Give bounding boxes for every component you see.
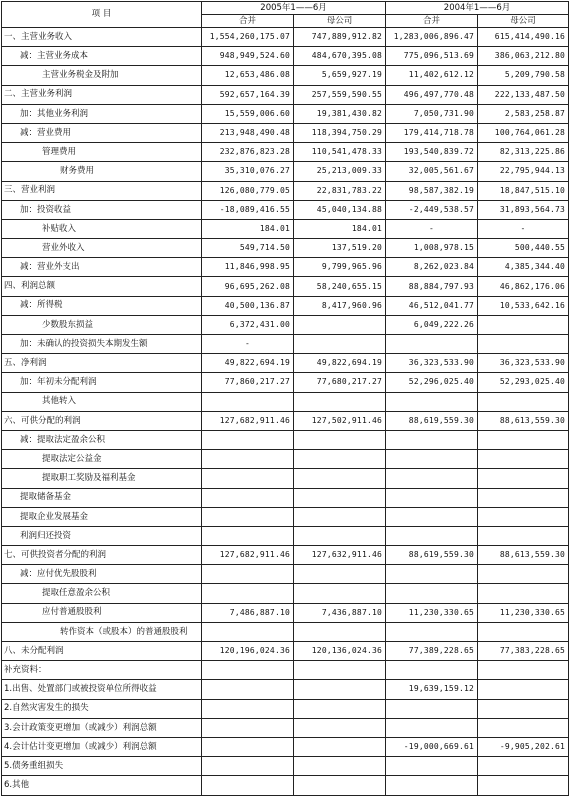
row-label: 2.自然灾害发生的损失 <box>2 699 202 718</box>
row-label: 财务费用 <box>2 162 202 181</box>
table-row <box>2 776 569 795</box>
consolidated-2004-cell <box>386 392 478 411</box>
row-label: 减：应付优先股股利 <box>2 565 202 584</box>
parent-2004-cell <box>478 469 569 488</box>
parent-2005-cell <box>294 315 386 334</box>
parent-2005-cell: 5,659,927.19 <box>294 66 386 85</box>
income-statement-table <box>1 1 569 796</box>
consolidated-2004-cell <box>386 584 478 603</box>
table-row <box>2 546 569 565</box>
consolidated-2005-cell: 96,695,262.08 <box>202 277 294 296</box>
consolidated-2004-cell <box>386 757 478 776</box>
table-row <box>2 737 569 756</box>
table-row <box>2 430 569 449</box>
consolidated-2004-cell: 88,619,559.30 <box>386 546 478 565</box>
row-label: 营业外收入 <box>2 239 202 258</box>
parent-2005-cell: 484,670,395.08 <box>294 47 386 66</box>
parent-2004-cell <box>478 776 569 795</box>
parent-2005-cell <box>294 526 386 545</box>
parent-2004-cell <box>478 392 569 411</box>
row-label: 六、可供分配的利润 <box>2 411 202 430</box>
row-label: 加：其他业务利润 <box>2 104 202 123</box>
parent-2005-cell <box>294 584 386 603</box>
consolidated-2004-cell: 88,884,797.93 <box>386 277 478 296</box>
row-label: 提取任意盈余公积 <box>2 584 202 603</box>
consolidated-2005-cell <box>202 488 294 507</box>
row-label: 加：年初未分配利润 <box>2 373 202 392</box>
parent-2004-cell: 2,583,258.87 <box>478 104 569 123</box>
row-label: 提取法定公益金 <box>2 450 202 469</box>
parent-2004-cell <box>478 699 569 718</box>
parent-2004-cell <box>478 430 569 449</box>
consolidated-2004-cell: 11,230,330.65 <box>386 603 478 622</box>
parent-2004-cell: 5,209,790.58 <box>478 66 569 85</box>
consolidated-2005-cell <box>202 526 294 545</box>
parent-2005-cell <box>294 565 386 584</box>
consolidated-2004-cell <box>386 430 478 449</box>
table-row <box>2 239 569 258</box>
consolidated-2005-cell: 127,682,911.46 <box>202 411 294 430</box>
consolidated-2004-cell: 193,540,839.72 <box>386 143 478 162</box>
parent-2004-cell <box>478 718 569 737</box>
consolidated-2005-cell <box>202 661 294 680</box>
table-row <box>2 642 569 661</box>
parent-2004-cell <box>478 584 569 603</box>
consolidated-2004-cell <box>386 661 478 680</box>
parent-2005-cell: 184.01 <box>294 219 386 238</box>
consolidated-2005-cell: 12,653,486.08 <box>202 66 294 85</box>
consolidated-2004-cell <box>386 718 478 737</box>
consolidated-2005-cell: 1,554,260,175.07 <box>202 28 294 47</box>
consolidated-2005-cell <box>202 392 294 411</box>
parent-2005-cell <box>294 430 386 449</box>
consolidated-2004-cell <box>386 565 478 584</box>
parent-2004-cell: 77,383,228.65 <box>478 642 569 661</box>
row-label: 减：提取法定盈余公积 <box>2 430 202 449</box>
consolidated-2004-cell: 1,283,006,896.47 <box>386 28 478 47</box>
consolidated-2004-cell: 179,414,718.78 <box>386 123 478 142</box>
parent-2004-cell: 22,795,944.13 <box>478 162 569 181</box>
period-2005-header: 2005年1——6月 <box>202 2 386 15</box>
consolidated-2005-cell: 35,310,076.27 <box>202 162 294 181</box>
consolidated-2005-cell <box>202 622 294 641</box>
parent-2004-cell: - <box>478 219 569 238</box>
consolidated-2005-cell <box>202 757 294 776</box>
table-row <box>2 123 569 142</box>
consolidated-2004-cell <box>386 526 478 545</box>
consolidated-2004-cell <box>386 488 478 507</box>
row-label: 少数股东损益 <box>2 315 202 334</box>
parent-2004-cell: 386,063,212.80 <box>478 47 569 66</box>
consolidated-2005-cell: 120,196,024.36 <box>202 642 294 661</box>
parent-2005-cell <box>294 757 386 776</box>
parent-2005-cell: 77,680,217.27 <box>294 373 386 392</box>
table-row <box>2 85 569 104</box>
table-row <box>2 200 569 219</box>
consolidated-2005-cell: -18,089,416.55 <box>202 200 294 219</box>
parent-2004-cell: 18,847,515.10 <box>478 181 569 200</box>
table-row <box>2 258 569 277</box>
table-row <box>2 411 569 430</box>
table-row <box>2 104 569 123</box>
parent-2004-cell: 52,293,025.40 <box>478 373 569 392</box>
parent-2004-cell: 88,613,559.30 <box>478 411 569 430</box>
consolidated-2004-cell: -2,449,538.57 <box>386 200 478 219</box>
parent-2005-cell: 22,831,783.22 <box>294 181 386 200</box>
consolidated-2005-cell: 15,559,006.60 <box>202 104 294 123</box>
parent-2004-cell <box>478 335 569 354</box>
row-label: 应付普通股股利 <box>2 603 202 622</box>
consolidated-2004-cell <box>386 507 478 526</box>
parent-2005-cell <box>294 661 386 680</box>
consolidated-2005-cell <box>202 680 294 699</box>
parent-2005-header: 母公司 <box>294 15 386 28</box>
consolidated-2004-cell: 32,005,561.67 <box>386 162 478 181</box>
consolidated-2004-cell: 36,323,533.90 <box>386 354 478 373</box>
consolidated-2005-cell <box>202 699 294 718</box>
parent-2004-cell: 11,230,330.65 <box>478 603 569 622</box>
parent-2004-header: 母公司 <box>478 15 569 28</box>
consolidated-2005-cell: 11,846,998.95 <box>202 258 294 277</box>
table-row <box>2 584 569 603</box>
consolidated-2004-cell: 19,639,159.12 <box>386 680 478 699</box>
table-row <box>2 507 569 526</box>
parent-2005-cell <box>294 699 386 718</box>
consolidated-2005-cell: 184.01 <box>202 219 294 238</box>
table-row <box>2 296 569 315</box>
consolidated-2005-cell: 126,080,779.05 <box>202 181 294 200</box>
table-row <box>2 680 569 699</box>
table-row <box>2 66 569 85</box>
parent-2004-cell <box>478 757 569 776</box>
consolidated-2004-cell: 88,619,559.30 <box>386 411 478 430</box>
consolidated-2005-cell: 592,657,164.39 <box>202 85 294 104</box>
parent-2005-cell: 58,240,655.15 <box>294 277 386 296</box>
consolidated-2004-cell: 98,587,382.19 <box>386 181 478 200</box>
table-row <box>2 450 569 469</box>
table-row <box>2 718 569 737</box>
consolidated-2005-cell <box>202 430 294 449</box>
consolidated-2005-cell <box>202 450 294 469</box>
consolidated-2005-cell: 77,860,217.27 <box>202 373 294 392</box>
consolidated-2004-cell <box>386 335 478 354</box>
table-row <box>2 603 569 622</box>
table-row <box>2 47 569 66</box>
parent-2005-cell: 127,502,911.46 <box>294 411 386 430</box>
consolidated-2005-cell: 40,500,136.87 <box>202 296 294 315</box>
parent-2005-cell <box>294 737 386 756</box>
table-row <box>2 622 569 641</box>
parent-2005-cell <box>294 469 386 488</box>
parent-2005-cell: 7,436,887.10 <box>294 603 386 622</box>
parent-2005-cell: 747,889,912.82 <box>294 28 386 47</box>
table-row <box>2 392 569 411</box>
parent-2005-cell <box>294 622 386 641</box>
parent-2005-cell: 127,632,911.46 <box>294 546 386 565</box>
row-label: 七、可供投资者分配的利润 <box>2 546 202 565</box>
consolidated-2004-cell: 46,512,041.77 <box>386 296 478 315</box>
parent-2005-cell: 45,040,134.88 <box>294 200 386 219</box>
table-row <box>2 757 569 776</box>
parent-2005-cell <box>294 507 386 526</box>
consolidated-2004-cell <box>386 622 478 641</box>
header-row-periods <box>2 2 569 15</box>
parent-2005-cell <box>294 488 386 507</box>
row-label: 管理费用 <box>2 143 202 162</box>
consolidated-2005-cell: 7,486,887.10 <box>202 603 294 622</box>
parent-2005-cell <box>294 450 386 469</box>
consolidated-2005-cell <box>202 718 294 737</box>
table-row <box>2 219 569 238</box>
parent-2004-cell <box>478 622 569 641</box>
consolidated-2004-cell: 52,296,025.40 <box>386 373 478 392</box>
consolidated-2004-cell: 496,497,770.48 <box>386 85 478 104</box>
row-label: 减：营业外支出 <box>2 258 202 277</box>
row-label: 五、净利润 <box>2 354 202 373</box>
row-label: 提取储备基金 <box>2 488 202 507</box>
consolidated-2004-cell: -19,000,669.61 <box>386 737 478 756</box>
consolidated-2005-cell: 232,876,823.28 <box>202 143 294 162</box>
row-label: 1.出售、处置部门或被投资单位所得收益 <box>2 680 202 699</box>
row-label: 5.债务重组损失 <box>2 757 202 776</box>
consolidated-2005-cell: 213,948,490.48 <box>202 123 294 142</box>
parent-2004-cell <box>478 526 569 545</box>
item-column-header: 项 目 <box>2 2 202 28</box>
row-label: 其他转入 <box>2 392 202 411</box>
parent-2004-cell <box>478 661 569 680</box>
parent-2004-cell <box>478 507 569 526</box>
row-label: 加：未确认的投资损失本期发生额 <box>2 335 202 354</box>
row-label: 6.其他 <box>2 776 202 795</box>
parent-2005-cell: 49,822,694.19 <box>294 354 386 373</box>
consolidated-2004-cell: - <box>386 219 478 238</box>
parent-2004-cell: 36,323,533.90 <box>478 354 569 373</box>
row-label: 转作资本（或股本）的普通股股利 <box>2 622 202 641</box>
row-label: 提取企业发展基金 <box>2 507 202 526</box>
row-label: 加：投资收益 <box>2 200 202 219</box>
consolidated-2005-cell: 948,949,524.60 <box>202 47 294 66</box>
parent-2005-cell: 9,799,965.96 <box>294 258 386 277</box>
parent-2004-cell: 88,613,559.30 <box>478 546 569 565</box>
parent-2004-cell: 82,313,225.86 <box>478 143 569 162</box>
table-row <box>2 335 569 354</box>
consolidated-2004-cell <box>386 699 478 718</box>
row-label: 二、主营业务利润 <box>2 85 202 104</box>
consolidated-2004-cell <box>386 776 478 795</box>
consolidated-2005-cell <box>202 469 294 488</box>
parent-2005-cell: 25,213,009.33 <box>294 162 386 181</box>
parent-2005-cell <box>294 680 386 699</box>
table-row <box>2 28 569 47</box>
table-row <box>2 488 569 507</box>
period-2004-header: 2004年1——6月 <box>386 2 569 15</box>
parent-2005-cell: 120,136,024.36 <box>294 642 386 661</box>
consolidated-2005-cell: 6,372,431.00 <box>202 315 294 334</box>
parent-2005-cell: 257,559,590.55 <box>294 85 386 104</box>
consolidated-2004-cell: 1,008,978.15 <box>386 239 478 258</box>
row-label: 减：主营业务成本 <box>2 47 202 66</box>
row-label: 补贴收入 <box>2 219 202 238</box>
parent-2004-cell: 100,764,061.28 <box>478 123 569 142</box>
table-row <box>2 162 569 181</box>
parent-2005-cell: 137,519.20 <box>294 239 386 258</box>
parent-2004-cell <box>478 450 569 469</box>
consolidated-2005-cell: - <box>202 335 294 354</box>
consolidated-2004-cell: 11,402,612.12 <box>386 66 478 85</box>
table-row <box>2 181 569 200</box>
table-row <box>2 143 569 162</box>
parent-2004-cell: 10,533,642.16 <box>478 296 569 315</box>
consolidated-2005-cell: 549,714.50 <box>202 239 294 258</box>
table-row <box>2 469 569 488</box>
parent-2005-cell <box>294 718 386 737</box>
parent-2004-cell: 222,133,487.50 <box>478 85 569 104</box>
consolidated-2005-cell <box>202 737 294 756</box>
table-row <box>2 315 569 334</box>
consolidated-2004-cell: 8,262,023.84 <box>386 258 478 277</box>
table-row <box>2 661 569 680</box>
consolidated-2004-cell: 7,050,731.90 <box>386 104 478 123</box>
row-label: 三、营业利润 <box>2 181 202 200</box>
consolidated-2005-cell <box>202 507 294 526</box>
parent-2004-cell: 31,893,564.73 <box>478 200 569 219</box>
parent-2005-cell <box>294 392 386 411</box>
parent-2004-cell: -9,905,202.61 <box>478 737 569 756</box>
table-row <box>2 373 569 392</box>
consolidated-2004-header: 合并 <box>386 15 478 28</box>
consolidated-2004-cell <box>386 469 478 488</box>
consolidated-2005-cell <box>202 584 294 603</box>
parent-2004-cell <box>478 565 569 584</box>
row-label: 4.会计估计变更增加（或减少）利润总额 <box>2 737 202 756</box>
parent-2004-cell <box>478 315 569 334</box>
parent-2004-cell <box>478 488 569 507</box>
row-label: 提取职工奖励及福利基金 <box>2 469 202 488</box>
table-row <box>2 699 569 718</box>
parent-2004-cell: 46,862,176.06 <box>478 277 569 296</box>
row-label: 主营业务税金及附加 <box>2 66 202 85</box>
parent-2005-cell: 19,381,430.82 <box>294 104 386 123</box>
parent-2005-cell <box>294 335 386 354</box>
row-label: 一、主营业务收入 <box>2 28 202 47</box>
consolidated-2005-cell <box>202 776 294 795</box>
parent-2005-cell: 110,541,478.33 <box>294 143 386 162</box>
parent-2004-cell: 4,385,344.40 <box>478 258 569 277</box>
consolidated-2005-header: 合并 <box>202 15 294 28</box>
row-label: 补充资料： <box>2 661 202 680</box>
row-label: 利润归还投资 <box>2 526 202 545</box>
table-row <box>2 354 569 373</box>
parent-2005-cell: 8,417,960.96 <box>294 296 386 315</box>
consolidated-2004-cell: 77,389,228.65 <box>386 642 478 661</box>
parent-2005-cell: 118,394,750.29 <box>294 123 386 142</box>
table-row <box>2 565 569 584</box>
parent-2004-cell <box>478 680 569 699</box>
row-label: 3.会计政策变更增加（或减少）利润总额 <box>2 718 202 737</box>
table-row <box>2 526 569 545</box>
consolidated-2004-cell: 775,096,513.69 <box>386 47 478 66</box>
table-row <box>2 277 569 296</box>
consolidated-2005-cell: 49,822,694.19 <box>202 354 294 373</box>
row-label: 减：所得税 <box>2 296 202 315</box>
parent-2005-cell <box>294 776 386 795</box>
row-label: 四、利润总额 <box>2 277 202 296</box>
consolidated-2004-cell: 6,049,222.26 <box>386 315 478 334</box>
consolidated-2005-cell <box>202 565 294 584</box>
row-label: 减：营业费用 <box>2 123 202 142</box>
consolidated-2004-cell <box>386 450 478 469</box>
row-label: 八、未分配利润 <box>2 642 202 661</box>
consolidated-2005-cell: 127,682,911.46 <box>202 546 294 565</box>
parent-2004-cell: 615,414,490.16 <box>478 28 569 47</box>
parent-2004-cell: 500,440.55 <box>478 239 569 258</box>
